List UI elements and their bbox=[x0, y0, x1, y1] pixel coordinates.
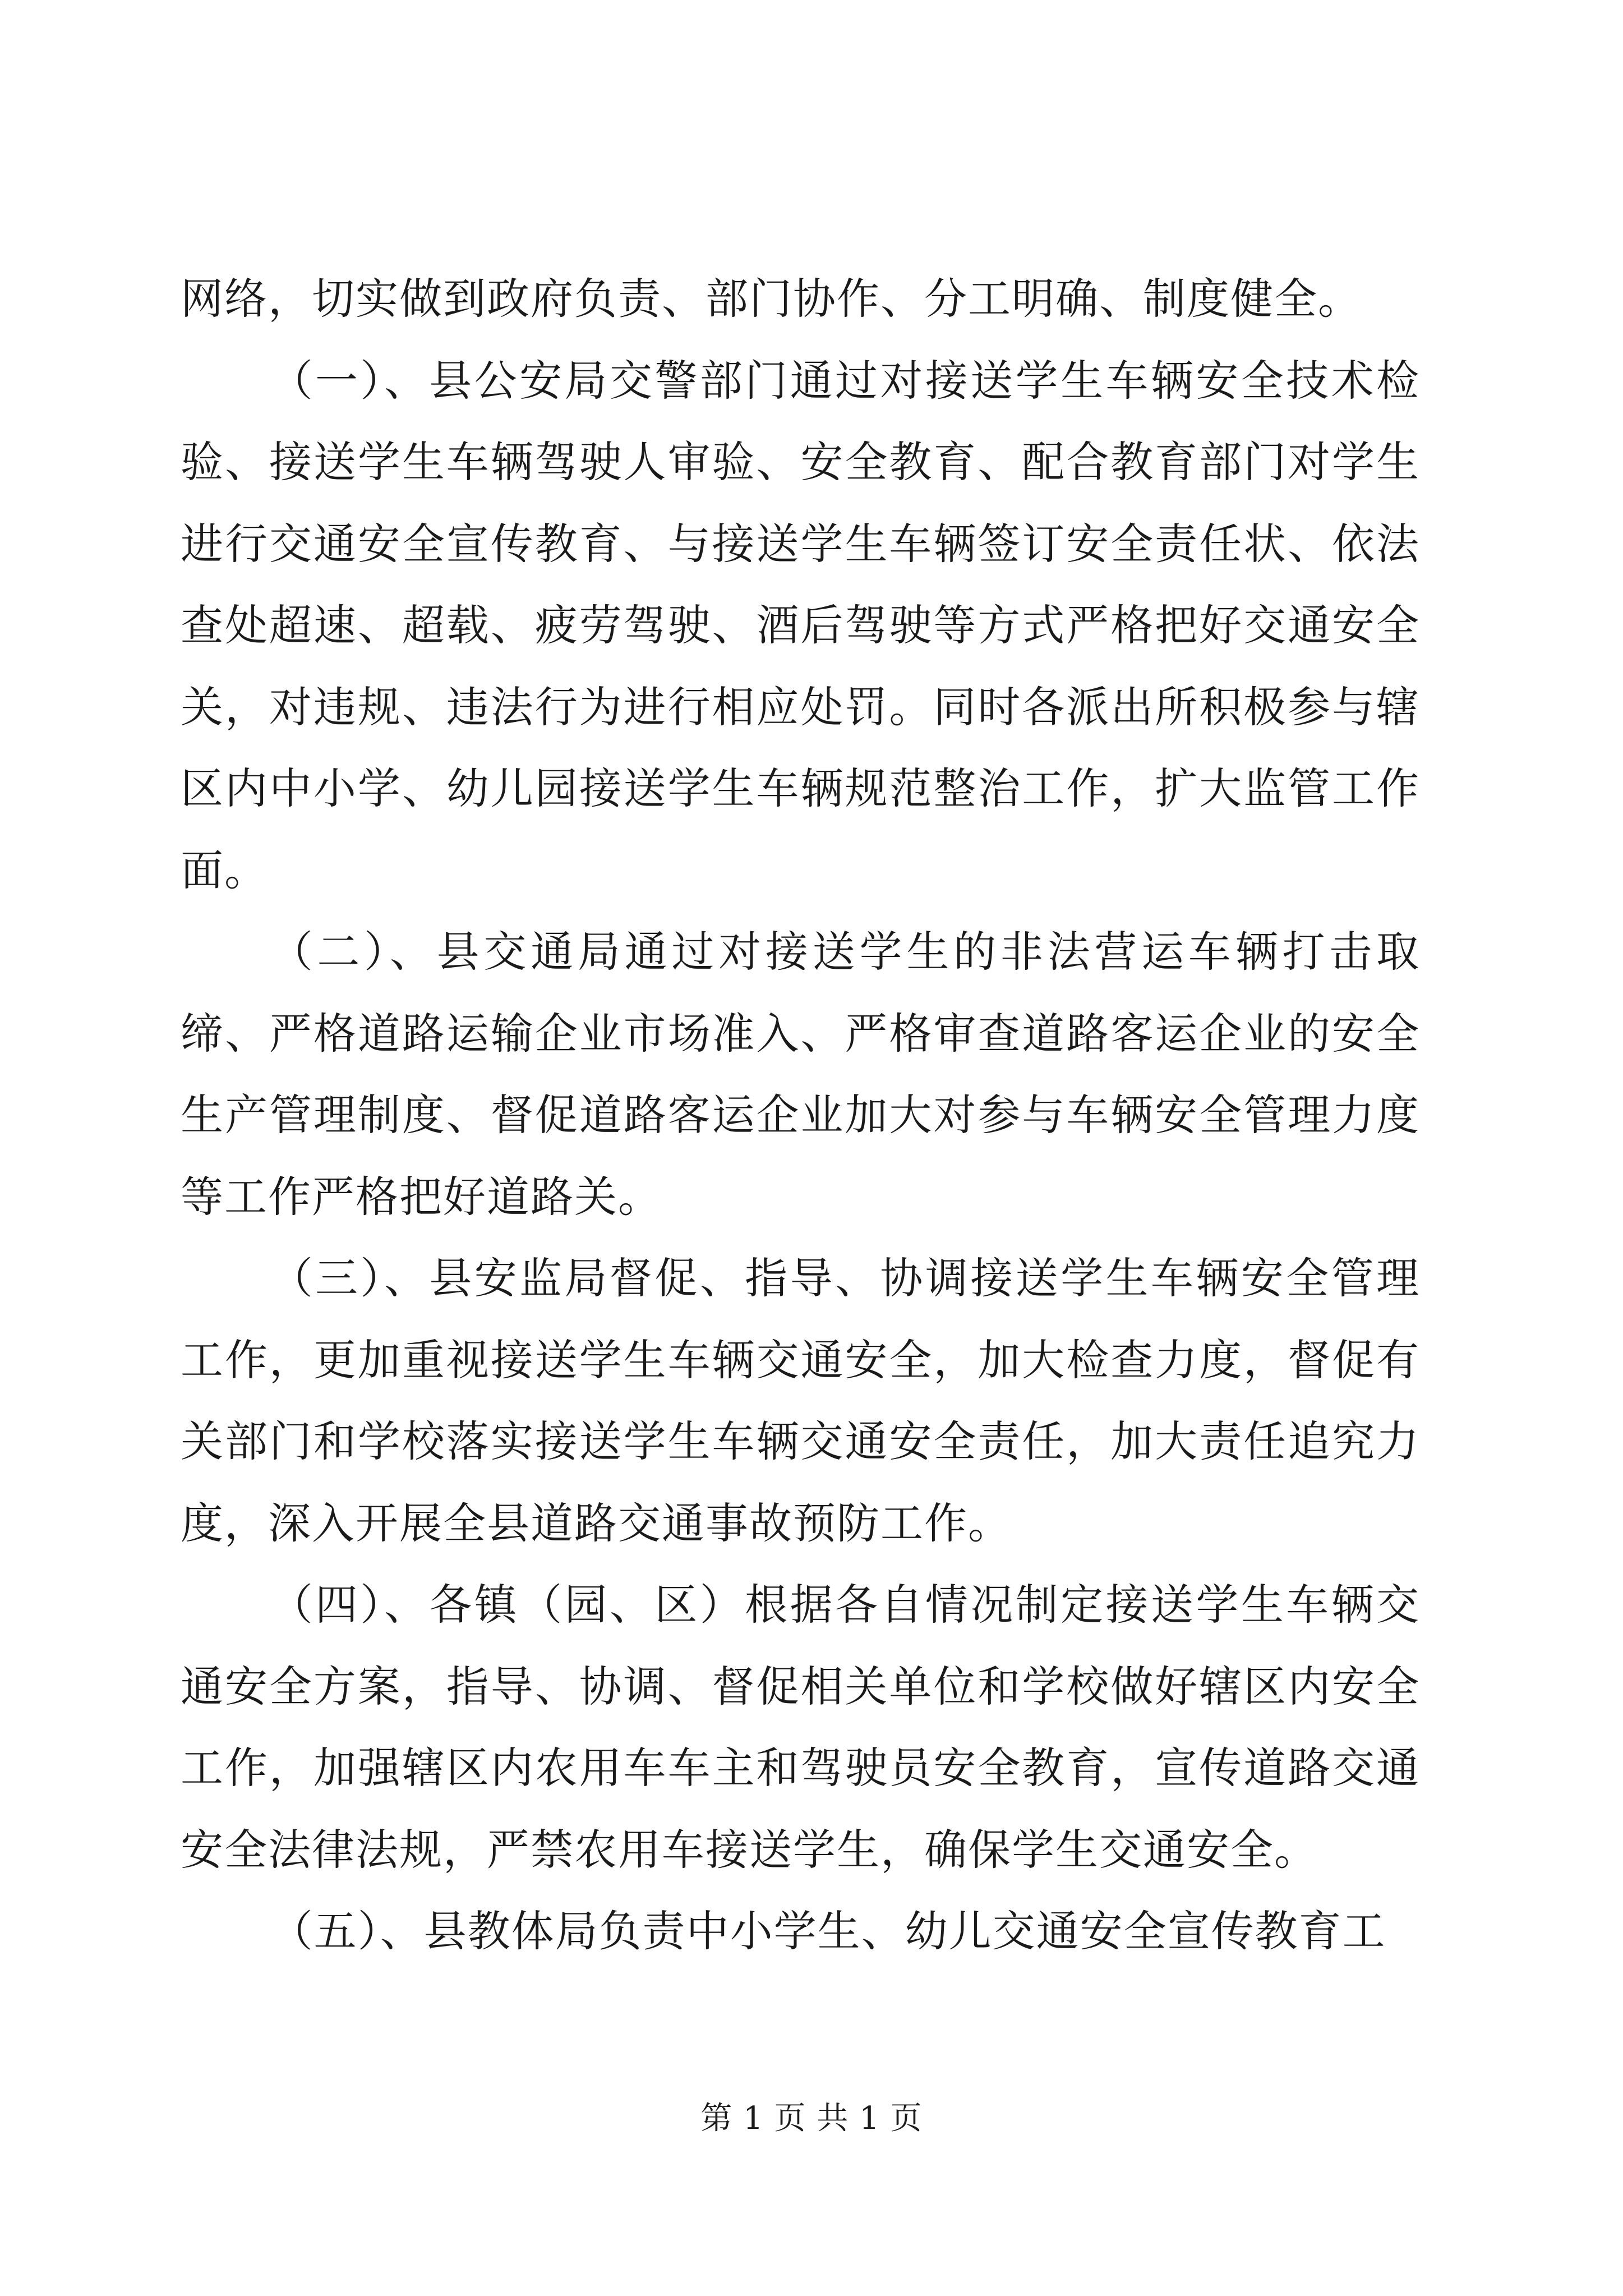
page-footer bbox=[0, 2099, 1623, 2138]
paragraph-public-security: （一）、县公安局交警部门通过对接送学生车辆安全技术检验、接送学生车辆驾驶人审验、安全教育、配合教育部门对学生进行交通安全宣传教育、与接送学生车辆签订安全责任状、依法查处超速、超载、疲劳驾驶、酒后驾驶等方式严格把好交通安全关，对违规、违法行为进行相应处罚。同时各派出所积极参与辖区内中小学、幼儿园接送学生车辆规范整治工作，扩大监管工作面。 bbox=[181, 355, 1420, 895]
paragraph-safety-bureau: （三）、县安监局督促、指导、协调接送学生车辆安全管理工作，更加重视接送学生车辆交通安全，加大检查力度，督促有关部门和学校落实接送学生车辆交通安全责任，加大责任追究力度，深入开展全县道路交通事故预防工作。 bbox=[181, 1253, 1420, 1548]
paragraph-continuation: 网络，切实做到政府负责、部门协作、分工明确、制度健全。 bbox=[181, 274, 1362, 324]
paragraph-towns: （四）、各镇（园、区）根据各自情况制定接送学生车辆交通安全方案，指导、协调、督促相关单位和学校做好辖区内安全工作，加强辖区内农用车车主和驾驶员安全教育，宣传道路交通安全法律法规，严禁农用车接送学生，确保学生交通安全。 bbox=[181, 1580, 1420, 1875]
paragraph-transport-bureau: （二）、县交通局通过对接送学生的非法营运车辆打击取缔、严格道路运输企业市场准入、严格审查道路客运企业的安全生产管理制度、督促道路客运企业加大对参与车辆安全管理力度等工作严格把好道路关。 bbox=[181, 927, 1420, 1222]
paragraph-education-bureau: （五）、县教体局负责中小学生、幼儿交通安全宣传教育工 bbox=[270, 1906, 1386, 1956]
document-body bbox=[181, 258, 1420, 1972]
page-number: 第 1 页 共 1 页 bbox=[700, 2100, 923, 2137]
